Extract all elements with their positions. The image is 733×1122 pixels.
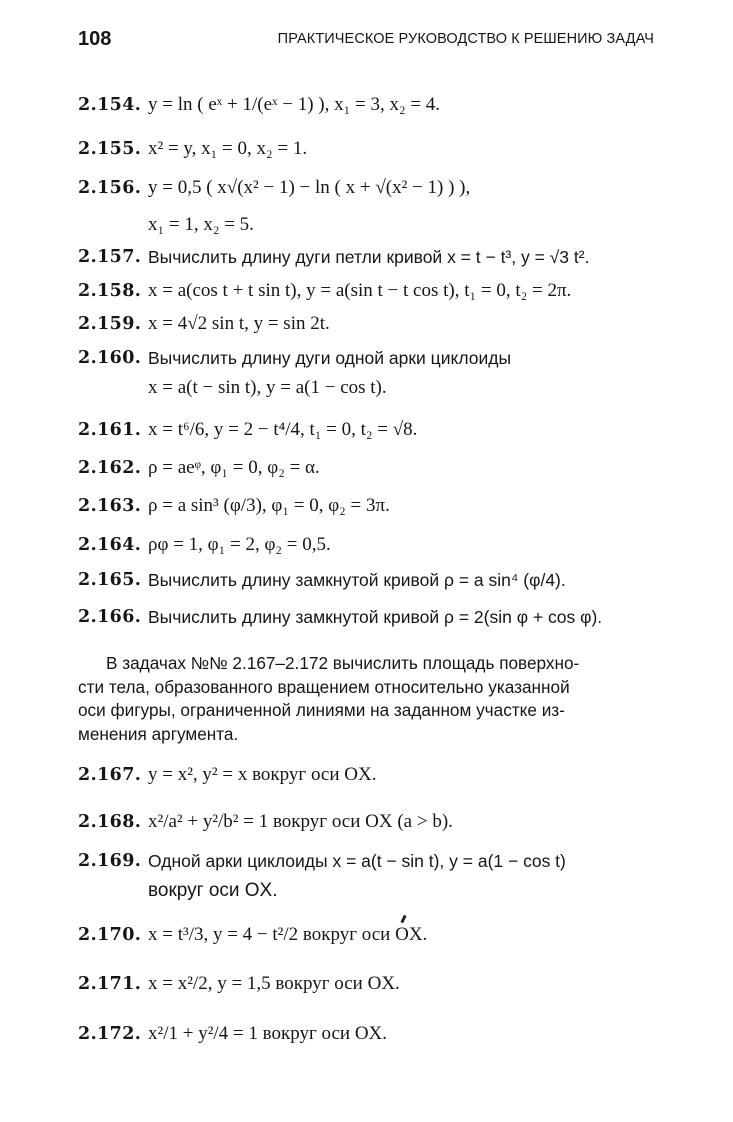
problem-number: 2.162. — [78, 458, 142, 478]
problem-text: Вычислить длину дуги петли кривой x = t − t³, y = √3 t². — [148, 247, 590, 267]
problem-number: 2.169. — [78, 851, 142, 871]
problem-number: 2.164. — [78, 535, 142, 555]
problem-number: 2.159. — [78, 314, 142, 334]
problem-formula: x = t⁶/6, y = 2 − t⁴/4, t₁ = 0, t₂ = √8. — [148, 419, 418, 440]
intro-line: В задачах №№ 2.167–2.172 вычислить площадь поверхно- — [106, 653, 580, 673]
problem-formula: ρ = a sin³ (φ/3), φ₁ = 0, φ₂ = 3π. — [148, 495, 390, 516]
problem-formula: ρφ = 1, φ₁ = 2, φ₂ = 0,5. — [148, 534, 331, 555]
intro-line: оси фигуры, ограниченной линиями на заданном участке из- — [78, 700, 565, 721]
page-header — [78, 28, 654, 50]
problem-text: Вычислить длину дуги одной арки циклоиды — [148, 348, 512, 368]
problem-number: 2.170. — [78, 925, 142, 945]
problem-2-156-continuation: x₁ = 1, x₂ = 5. — [148, 214, 254, 235]
problem-number: 2.165. — [78, 570, 142, 590]
intro-line: менения аргумента. — [78, 723, 239, 744]
problem-number: 2.155. — [78, 139, 142, 159]
problem-number: 2.156. — [78, 178, 142, 198]
problem-2-160-continuation: x = a(t − sin t), y = a(1 − cos t). — [148, 377, 387, 398]
problem-formula: y = ln ( eˣ + 1/(eˣ − 1) ), x₁ = 3, x₂ = 4. — [148, 94, 441, 115]
problem-number: 2.172. — [78, 1024, 142, 1044]
problem-text: Вычислить длину замкнутой кривой ρ = a sin⁴ (φ/4). — [148, 570, 566, 590]
problem-number: 2.168. — [78, 812, 142, 832]
running-head: ПРАКТИЧЕСКОЕ РУКОВОДСТВО К РЕШЕНИЮ ЗАДАЧ — [277, 31, 654, 47]
section-intro-paragraph — [78, 652, 650, 746]
page-number: 108 — [78, 28, 112, 50]
problem-number: 2.160. — [78, 348, 142, 368]
problem-formula: x² = y, x₁ = 0, x₂ = 1. — [148, 138, 308, 159]
problem-formula: y = x², y² = x вокруг оси OX. — [148, 764, 377, 785]
problem-formula: ρ = aeᵠ, φ₁ = 0, φ₂ = α. — [148, 457, 320, 478]
problem-number: 2.158. — [78, 281, 142, 301]
problem-number: 2.161. — [78, 420, 142, 440]
problem-number: 2.171. — [78, 974, 142, 994]
problem-number: 2.167. — [78, 765, 142, 785]
problem-2-169-continuation: вокруг оси OX. — [148, 880, 278, 901]
problem-formula: x = 4√2 sin t, y = sin 2t. — [148, 313, 330, 334]
problem-formula: x = x²/2, y = 1,5 вокруг оси OX. — [148, 973, 400, 994]
ink-mark — [400, 915, 406, 924]
problem-text: Одной арки циклоиды x = a(t − sin t), y = a(1 − cos t) — [148, 851, 566, 871]
problem-number: 2.157. — [78, 247, 142, 267]
intro-line: сти тела, образованного вращением относительно указанной — [78, 676, 570, 697]
problem-formula: x²/1 + y²/4 = 1 вокруг оси OX. — [148, 1023, 388, 1044]
problem-formula: y = 0,5 ( x√(x² − 1) − ln ( x + √(x² − 1) ) ), — [148, 177, 471, 198]
problem-number: 2.163. — [78, 496, 142, 516]
problem-formula: x²/a² + y²/b² = 1 вокруг оси OX (a > b). — [148, 811, 453, 832]
problem-text: Вычислить длину замкнутой кривой ρ = 2(sin φ + cos φ). — [148, 607, 603, 627]
problem-number: 2.154. — [78, 95, 142, 115]
problem-number: 2.166. — [78, 607, 142, 627]
problem-formula: x = a(cos t + t sin t), y = a(sin t − t cos t), t₁ = 0, t₂ = 2π. — [148, 280, 572, 301]
problem-formula: x = t³/3, y = 4 − t²/2 вокруг оси OX. — [148, 924, 428, 945]
